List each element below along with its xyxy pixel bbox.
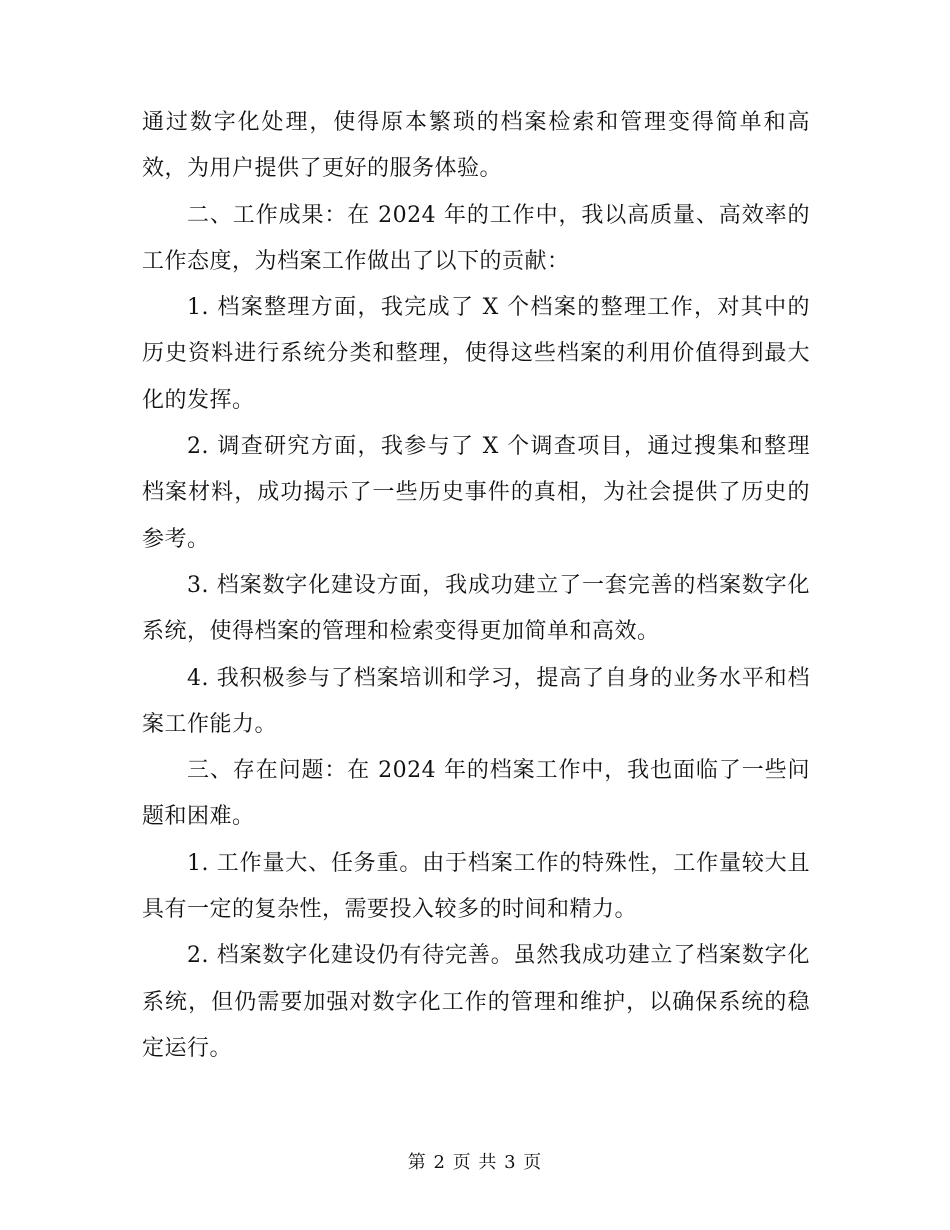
paragraph-item-archive-organizing: 1. 档案整理方面，我完成了 X 个档案的整理工作，对其中的历史资料进行系统分类和整理，使得这些档案的利用价值得到最大化的发挥。	[142, 295, 810, 413]
paragraph-item-training: 4. 我积极参与了档案培训和学习，提高了自身的业务水平和档案工作能力。	[142, 665, 810, 737]
document-body	[142, 100, 810, 1072]
paragraph-problem-digitization: 2. 档案数字化建设仍有待完善。虽然我成功建立了档案数字化系统，但仍需要加强对数字化工作的管理和维护，以确保系统的稳定运行。	[142, 943, 810, 1061]
paragraph-item-research: 2. 调查研究方面，我参与了 X 个调查项目，通过搜集和整理档案材料，成功揭示了一些历史事件的真相，为社会提供了历史的参考。	[142, 434, 810, 552]
paragraph-continuation: 通过数字化处理，使得原本繁琐的档案检索和管理变得简单和高效，为用户提供了更好的服务体验。	[142, 110, 810, 182]
paragraph-section-achievements: 二、工作成果：在 2024 年的工作中，我以高质量、高效率的工作态度，为档案工作做出了以下的贡献：	[142, 202, 810, 274]
paragraph-item-digitization: 3. 档案数字化建设方面，我成功建立了一套完善的档案数字化系统，使得档案的管理和检索变得更加简单和高效。	[142, 572, 810, 645]
paragraph-problem-workload: 1. 工作量大、任务重。由于档案工作的特殊性，工作量较大且具有一定的复杂性，需要投入较多的时间和精力。	[142, 850, 810, 923]
page-number-footer: 第 2 页 共 3 页	[407, 1152, 543, 1173]
paragraph-section-problems: 三、存在问题：在 2024 年的档案工作中，我也面临了一些问题和困难。	[142, 758, 810, 830]
